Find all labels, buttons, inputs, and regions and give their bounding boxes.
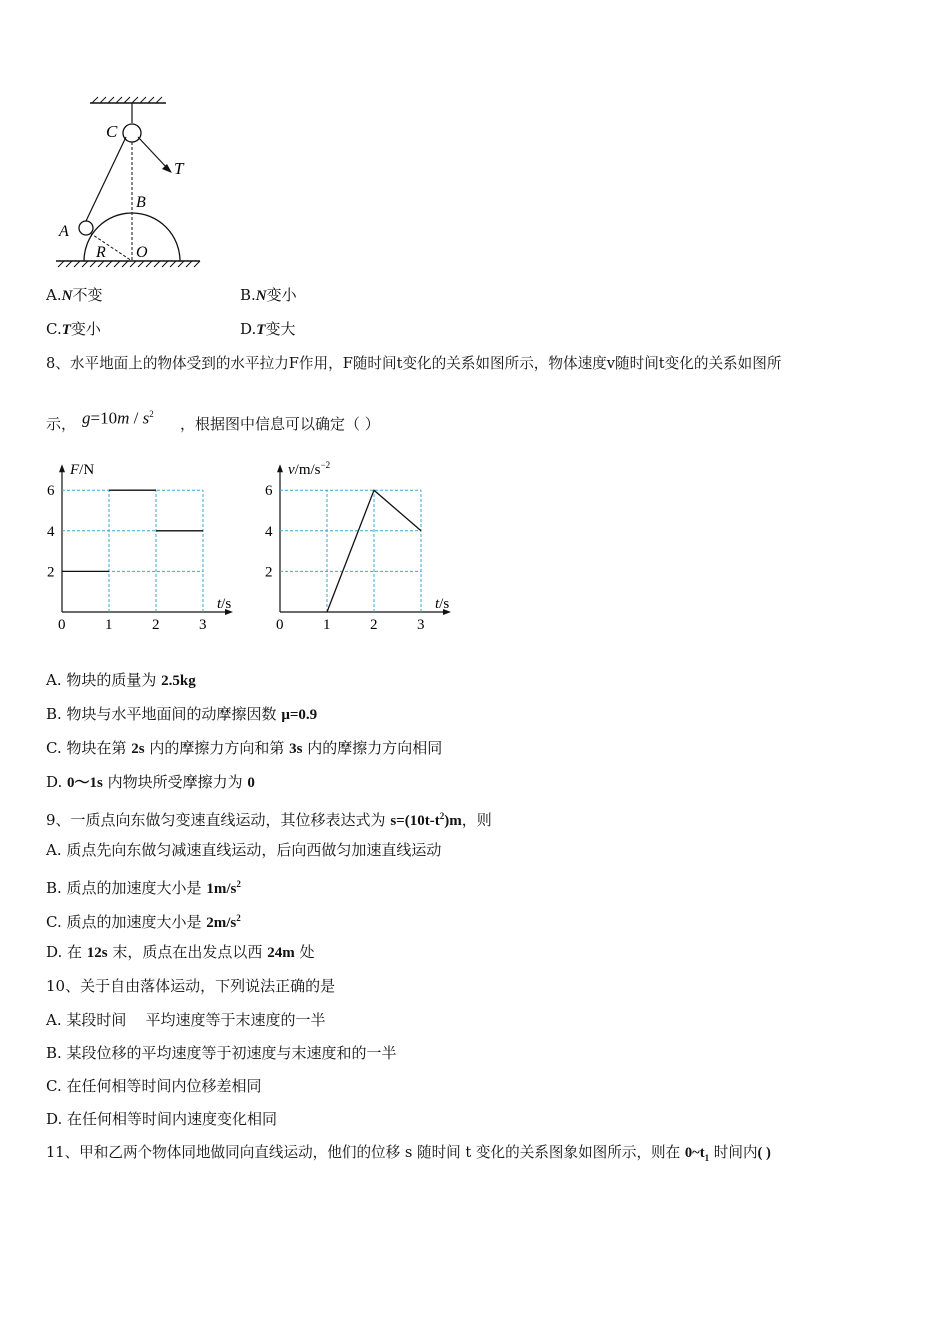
y-tick-label: 2 [47, 564, 55, 581]
label-R: R [96, 244, 106, 261]
q7-option-a[interactable]: A.N不变 [46, 286, 103, 304]
x-tick-label: 2 [370, 617, 378, 633]
x-axis-symbol: t [217, 596, 222, 612]
q8-option-d[interactable]: D. 0～1s 内物块所受摩擦力为 0 [46, 773, 255, 791]
q10-option-d[interactable]: D. 在任何相等时间内速度变化相同 [46, 1110, 278, 1128]
y-axis-unit-exponent: −2 [320, 460, 331, 471]
q11-stem: 11、甲和乙两个物体同地做同向直线运动，他们的位移 s 随时间 t 变化的关系图象如图所示，则在 $0\sim t_1$ 时间内( ) [46, 1144, 771, 1163]
x-tick-label: 2 [152, 617, 160, 633]
y-tick-label: 2 [265, 564, 273, 581]
label-C: C [106, 122, 118, 141]
x-axis-label [435, 596, 449, 612]
y-tick-label: 6 [47, 483, 55, 500]
y-tick-label: 4 [47, 523, 55, 540]
q8-option-c[interactable]: C. 物块在第 2s 内的摩擦力方向和第 3s 内的摩擦力方向相同 [46, 739, 443, 757]
force-time-chart [40, 455, 250, 640]
x-axis-label [217, 596, 231, 612]
q8-option-a[interactable]: A. 物块的质量为 2.5kg [46, 671, 196, 689]
q9-stem: 9、一质点向东做匀变速直线运动，其位移表达式为 $s=(10t-t^2)m$，则 [46, 811, 492, 829]
q9-option-d[interactable]: D. 在 12s 末，质点在出发点以西 24m 处 [46, 943, 315, 961]
velocity-time-chart [258, 455, 468, 640]
q10-stem: 10、关于自由落体运动，下列说法正确的是 [46, 977, 336, 995]
q9-option-c[interactable]: C. 质点的加速度大小是 $2m/s^2$ [46, 913, 241, 931]
q7-option-c[interactable]: C.T变小 [46, 320, 101, 338]
y-axis-symbol: F [70, 462, 80, 479]
x-axis-unit: /s [221, 596, 232, 612]
q10-option-b[interactable]: B. 某段位移的平均速度等于初速度与末速度和的一半 [46, 1044, 397, 1062]
x-axis-unit: /s [439, 596, 450, 612]
x-tick-label: 1 [323, 617, 331, 633]
q7-option-d[interactable]: D.T变大 [240, 320, 296, 338]
x-tick-label: 1 [105, 617, 113, 633]
y-axis-unit: /N [79, 462, 95, 479]
q8-stem-line1: 8、水平地面上的物体受到的水平拉力F作用，F随时间t变化的关系如图所示，物体速度v随时间t变化的关系如图所 [46, 355, 782, 372]
label-B: B [136, 194, 146, 211]
q8-option-b[interactable]: B. 物块与水平地面间的动摩擦因数 μ=0.9 [46, 705, 318, 723]
pulley-hemisphere-figure [50, 95, 210, 275]
x-tick-label: 0 [276, 617, 284, 633]
y-axis-arrow [59, 464, 65, 472]
y-tick-label: 6 [265, 483, 273, 500]
x-axis-symbol: t [435, 596, 440, 612]
label-T: T [174, 159, 184, 178]
label-A: A [59, 223, 69, 240]
y-axis-label [69, 462, 94, 478]
gravity-formula: $g=10m / s^2$ [82, 408, 154, 428]
q7-option-b[interactable]: B.N变小 [240, 286, 297, 304]
x-tick-label: 3 [417, 617, 425, 633]
y-axis-label [288, 460, 330, 478]
q10-option-c[interactable]: C. 在任何相等时间内位移差相同 [46, 1077, 262, 1095]
y-axis-unit: /m/s [294, 462, 321, 479]
q10-option-a[interactable]: A. 某段时间 平均速度等于末速度的一半 [46, 1011, 326, 1029]
x-tick-label: 0 [58, 617, 66, 633]
q9-option-a[interactable]: A. 质点先向东做匀减速直线运动，后向西做匀加速直线运动 [46, 841, 442, 859]
y-axis-symbol: v [288, 462, 295, 479]
label-O: O [136, 244, 148, 261]
y-axis-arrow [277, 464, 283, 472]
y-tick-label: 4 [265, 523, 273, 540]
q9-option-b[interactable]: B. 质点的加速度大小是 $1m/s^2$ [46, 879, 241, 897]
x-tick-label: 3 [199, 617, 207, 633]
